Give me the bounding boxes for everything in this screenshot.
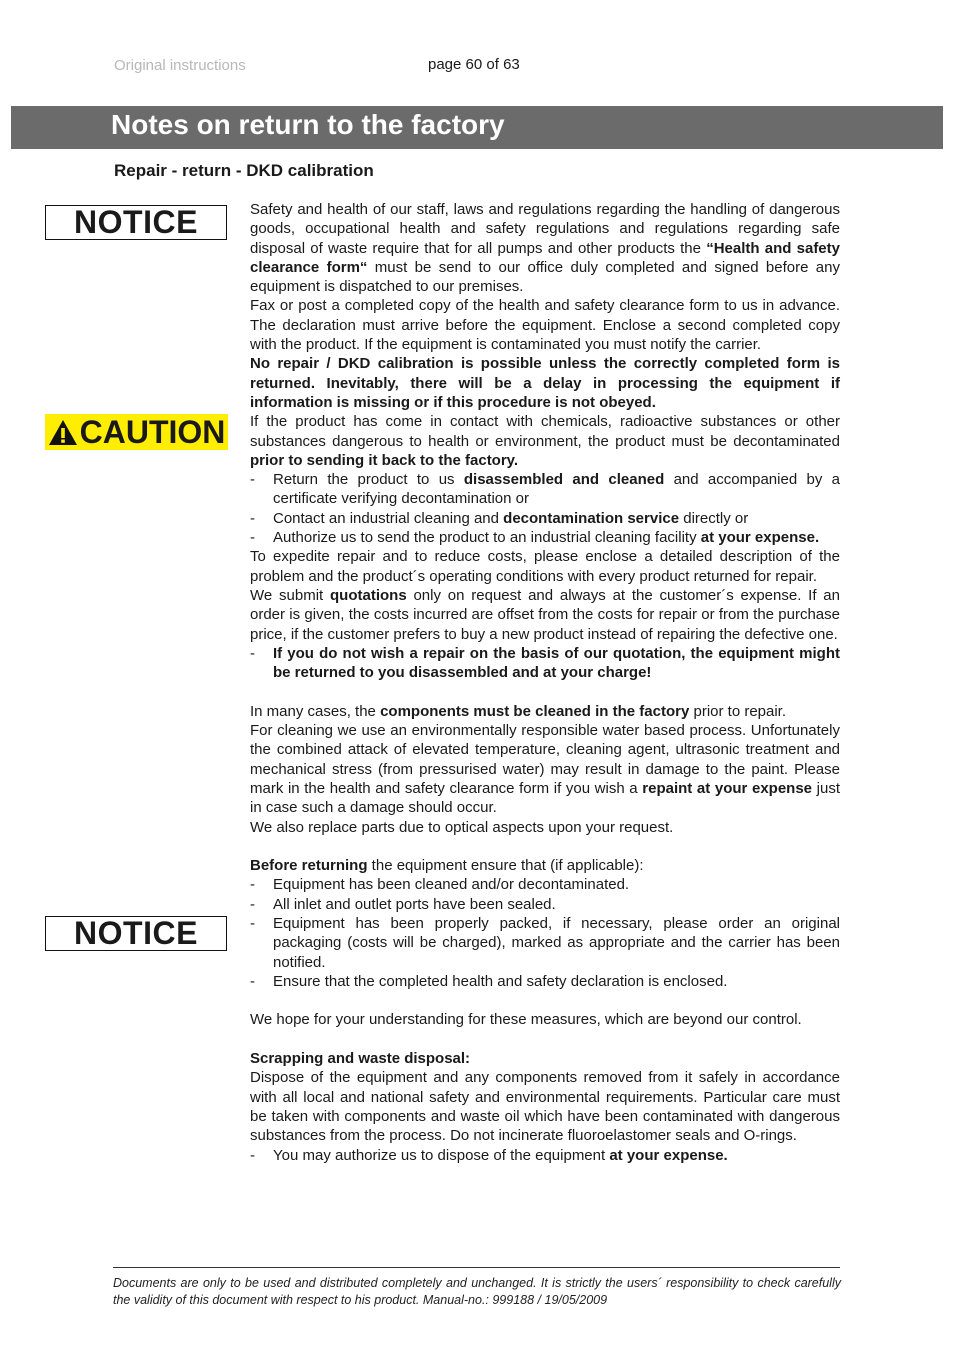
list-item: - Authorize us to send the product to an industrial cleaning facility at your expense. [250,529,820,547]
paragraph: Safety and health of our staff, laws and regulations regarding the handling of dangerous goods, occupational health and safety regulations and regulations regarding safe disposal of waste require that for all pumps and other products the “Health and safety clearance form“ must be send to our office duly completed and signed before any equipment is dispatched to our premises. [250,201,840,296]
caution-label-text: CAUTION [79,413,226,450]
list-item: - Equipment has been cleaned and/or decontaminated. [250,876,630,894]
body-text [250,200,840,1165]
paragraph: We submit quotations only on request and always at the customer´s expense. If an order is given, the costs incurred are offset from the costs for repair or from the purchase price, if the customer prefers to buy a new product instead of repairing the defective one. [250,586,840,643]
notice-label-2: NOTICE [45,916,227,951]
paragraph: We hope for your understanding for these measures, which are beyond our control. [250,1011,802,1029]
list-item: - You may authorize us to dispose of the equipment at your expense. [250,1146,728,1164]
footer-divider [113,1267,840,1268]
list-item: - If you do not wish a repair on the basis of our quotation, the equipment might be returned to you disassembled and at your charge! [250,644,840,682]
list-item: - All inlet and outlet ports have been sealed. [250,895,556,913]
header-page-number: page 60 of 63 [428,56,520,73]
paragraph: We also replace parts due to optical aspects upon your request. [250,818,674,836]
paragraph: Dispose of the equipment and any components removed from it safely in accordance with all local and national safety and environmental requirements. Particular care must be taken with components and waste oil which have been contaminated with dangerous substances from the process. Do not incinerate fluoroelastomer seals and O-rings. [250,1069,840,1145]
paragraph: To expedite repair and to reduce costs, please enclose a detailed description of the problem and the product´s operating conditions with every product returned for repair. [250,548,840,585]
list-item: - Return the product to us disassembled and cleaned and accompanied by a certificate verifying decontamination or [250,471,840,508]
title-bar [11,106,943,149]
paragraph: Fax or post a completed copy of the health and safety clearance form to us in advance. The declaration must arrive before the equipment. Enclose a second completed copy with the product. If the equipment is contaminated you must notify the carrier. [250,297,840,354]
paragraph: In many cases, the components must be cleaned in the factory prior to repair. [250,702,787,720]
footer-disclaimer: Documents are only to be used and distributed completely and unchanged. It is strictly the users´ responsibility to check carefully the validity of this document with respect to his product. Manual-no.: 999188 / 19/05/2009 [113,1276,841,1307]
list-item: - Equipment has been properly packed, if necessary, please order an original packaging (costs will be charged), marked as appropriate and the carrier has been notified. [250,914,840,971]
paragraph: Before returning the equipment ensure that (if applicable): [250,857,644,875]
paragraph-bold: No repair / DKD calibration is possible unless the correctly completed form is returned. Inevitably, there will be a delay in processing the equipment if information is missing or if this procedure is not obeyed. [250,355,840,411]
list-item: - Contact an industrial cleaning and decontamination service directly or [250,509,749,527]
notice-label-1: NOTICE [45,205,227,240]
page-title: Notes on return to the factory [111,109,505,140]
warning-triangle-icon [48,419,78,446]
paragraph: If the product has come in contact with chemicals, radioactive substances or other substances dangerous to health or environment, the product must be decontaminated prior to sending it back to the factory. [250,413,840,469]
header-document-type: Original instructions [114,57,246,74]
list-item: - Ensure that the completed health and safety declaration is enclosed. [250,972,728,990]
paragraph: For cleaning we use an environmentally responsible water based process. Unfortunately the combined attack of elevated temperature, cleaning agent, ultrasonic treatment and mechanical stress (from pressurised water) may result in damage to the paint. Please mark in the health and safety clearance form if you wish a repaint at your expense just in case such a damage should occur. [250,722,840,817]
section-heading: Scrapping and waste disposal: [250,1050,471,1068]
section-subtitle: Repair - return - DKD calibration [114,161,374,180]
caution-label [45,414,228,450]
